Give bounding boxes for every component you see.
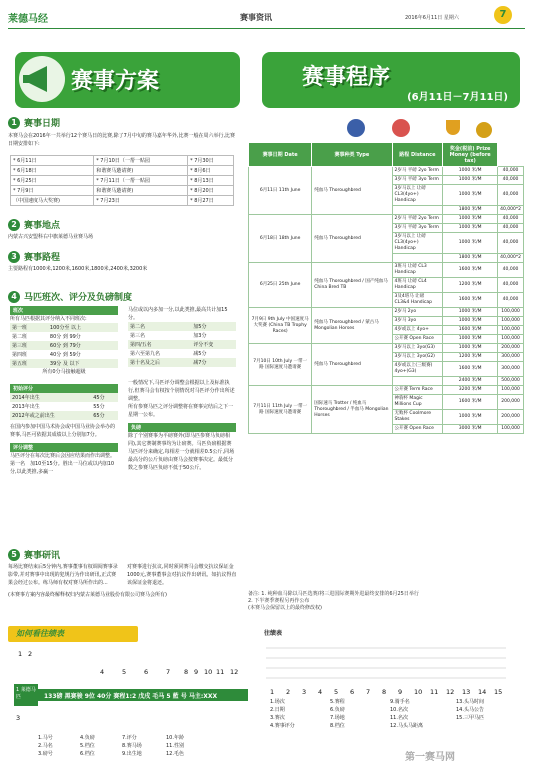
class-note: 所有马匹根据其评分纳入不同班次:: [10, 316, 87, 322]
class-header: 班次: [10, 306, 118, 315]
schedule-row: [249, 344, 524, 353]
adjust-table: [128, 322, 236, 367]
adjust-column: [128, 306, 236, 472]
program-banner: [15, 52, 240, 108]
race-name: 4岁或以上(三级赛) 4yo+(G3): [392, 362, 443, 377]
race-name: 无败杯 Coolmore Stakes: [392, 410, 443, 425]
form-number-bottom: 12: [446, 688, 455, 696]
race-distance: 1000 米/M: [443, 344, 498, 353]
schedule-date: 6月11日 11th June: [249, 167, 312, 215]
race-distance: 1600 米/M: [443, 395, 498, 410]
race-prize: 40,000: [498, 167, 524, 176]
form-number-top: 11: [216, 668, 225, 676]
watermark: 第一赛马网: [405, 752, 455, 763]
date-row: [11, 176, 234, 186]
date-cell: * 8月20日: [188, 186, 234, 196]
race-prize: 100,000: [498, 386, 524, 395]
class-cell: 第五班: [10, 359, 48, 368]
schedule-type: 国际速马 Trotter / 纯血马 Thoroughbred / 半血马 Mongolian Horses: [312, 386, 392, 434]
schedule-row: [249, 308, 524, 317]
date-cell: 和谐赛马邀请赛): [94, 166, 188, 176]
legend-item: 1.马号: [38, 735, 53, 741]
adjust-text-1: 一般情况下,马匹评分调整会根据以上及标准执行,但赛马会有权按个别情况对马匹评分作出所述调整。: [128, 380, 235, 402]
legend-col-2: [80, 734, 95, 758]
adjust-intro: 马位或以内多加一分,以此类推,最高共计加15分。: [128, 307, 228, 321]
legend-item: 14.头马公告: [456, 707, 484, 713]
class-cell: 100分至 以上: [48, 323, 118, 332]
race-distance: 3200 米/M: [443, 386, 498, 395]
legend-item: 12.马头马距离: [390, 723, 423, 729]
schedule-row: [249, 386, 524, 395]
schedule-type: 纯血马 Thoroughbred: [312, 215, 392, 263]
race-name: 3岁马 3yo: [392, 317, 443, 326]
form-number-top: 10: [204, 668, 213, 676]
form-number-bottom: 4: [318, 688, 323, 696]
adjust-row: [128, 340, 236, 349]
adjust-cell: 评分不变: [191, 340, 236, 349]
schedule-header-cell: 赛事日期 Date: [249, 143, 312, 167]
form-number-bottom: 6: [350, 688, 355, 696]
adjust-cell: 第十名及之后: [128, 358, 191, 367]
race-prize: 200,000: [498, 344, 524, 353]
legend-item: 3.磅号: [38, 751, 53, 757]
race-name: 3班马 让磅 CL3 Handicap: [392, 263, 443, 278]
legend-item: 6.负磅: [330, 707, 345, 713]
weight-header: 负磅: [128, 423, 236, 432]
race-prize: 40,000: [498, 215, 524, 224]
race-prize: 100,000: [498, 335, 524, 344]
race-prize: 40,000: [498, 278, 524, 293]
legend-col-4: [166, 734, 184, 758]
score-adjust-header: 评分调整: [10, 443, 118, 452]
race-distance: 1200 米/M: [443, 278, 498, 293]
init-cell: 55分: [93, 404, 105, 410]
race-distance: 3000 米/M: [443, 425, 498, 434]
race-distance: 1000 米/M: [443, 317, 498, 326]
program-title: 赛事方案: [71, 69, 160, 94]
form-number-top: 4: [100, 668, 105, 676]
schedule-row: [249, 215, 524, 224]
class-cell: 80分 到 99分: [49, 334, 81, 340]
section-3: [8, 250, 238, 273]
init-cell: 2012年或之前出生: [10, 411, 91, 420]
race-prize: 40,000: [498, 224, 524, 233]
legend-item: 7.评分: [122, 735, 137, 741]
form-number-bottom: 14: [478, 688, 487, 696]
form-number-bottom: 2: [286, 688, 291, 696]
legend-item: 4.赛事评分: [270, 723, 295, 729]
section-2: [8, 218, 238, 241]
date-cell: （中国速度马大奖赛): [11, 196, 94, 206]
horse-badge: 1 莱德马匹: [14, 684, 38, 706]
race-distance: 1200 米/M: [443, 353, 498, 362]
section-4-heading: [8, 290, 238, 303]
race-name: 公开赛 Open Race: [392, 425, 443, 434]
form-number-bottom: 8: [382, 688, 387, 696]
race-name: 2岁马 2yo: [392, 308, 443, 317]
race-distance: 1600 米/M: [443, 362, 498, 377]
race-distance: 1000 米/M: [443, 185, 498, 206]
date-cell: * 6月18日: [11, 166, 94, 176]
form-number-bottom: 5: [334, 688, 339, 696]
form-guide-title: 如何看往绩表: [8, 626, 138, 642]
form-info-bar: 133磅 黑赛骏 9位 40分 赛程1:2 戊戌 毛马 5 藍 号 马主:XXX: [38, 689, 248, 701]
race-name: 2岁马 平磅 2yo Term: [392, 167, 443, 176]
schedule-banner: [262, 52, 520, 108]
race-prize: 100,000: [498, 317, 524, 326]
section-3-number: 3: [8, 251, 20, 263]
race-name: [392, 206, 443, 215]
date-cell: * 8月27日: [188, 196, 234, 206]
section-3-title: 赛事路程: [24, 253, 61, 263]
legend-item: 2.日期: [270, 707, 285, 713]
race-schedule-table: [248, 142, 524, 434]
race-name: 4班马 让磅 CL4 Handicap: [392, 278, 443, 293]
race-name: 3及4班马 让磅 CL3&4 Handicap: [392, 293, 443, 308]
section-4-title: 马匹班次、评分及负磅制度: [24, 293, 133, 303]
section-1-title: 赛事日期: [24, 119, 61, 129]
section-2-title: 赛事地点: [24, 221, 61, 231]
race-prize: 200,000: [498, 395, 524, 410]
race-prize: 100,000: [498, 308, 524, 317]
form-number-top: 7: [166, 668, 171, 676]
schedule-notes: [248, 590, 524, 611]
adjust-cell: 第六至第九名: [130, 351, 161, 357]
note-3: (本赛马会保留以上的最终修改权): [248, 605, 322, 611]
race-prize: 300,000: [498, 353, 524, 362]
race-distance: 1000 米/M: [443, 308, 498, 317]
date-cell: * 6月11日: [11, 156, 94, 166]
legend-item: 11.性别: [166, 743, 184, 749]
init-row: [10, 411, 118, 420]
race-prize: 100,000: [498, 326, 524, 335]
class-cell: 第一班: [10, 323, 48, 332]
init-cell: 45分: [91, 393, 118, 402]
race-distance: 1000 米/M: [443, 167, 498, 176]
legend-item: 2.马名: [38, 743, 53, 749]
class-row: [10, 332, 118, 341]
adjust-row: [128, 322, 236, 331]
legend-item: 8.赛马场: [122, 743, 142, 749]
section-5-footnote: (本赛事方案内容最终解释权归内蒙古莱德马业股份有限公司赛马会所有): [8, 592, 167, 598]
adjust-text-2: 所有参赛马匹之评分调整将在赛事完结后之下一星期一公布。: [128, 404, 234, 418]
class-row: [10, 350, 118, 359]
schedule-row: [249, 167, 524, 176]
section-1-number: 1: [8, 117, 20, 129]
race-name: 3岁马 平磅 3yo Term: [392, 224, 443, 233]
section-title: 赛事资讯: [240, 13, 272, 22]
adjust-cell: 加3分: [193, 333, 207, 339]
adjust-cell: 减7分: [191, 358, 236, 367]
trophy-icon: [346, 116, 496, 144]
page-number: 7: [494, 6, 512, 24]
adjust-cell: 第四/五名: [128, 340, 191, 349]
schedule-date: 6月25日 25th June: [249, 263, 312, 308]
legend-item: 12.毛色: [166, 751, 184, 757]
race-name: 4岁或以上 4yo+: [392, 326, 443, 335]
race-distance: 1000 米/M: [443, 335, 498, 344]
date-cell: * 7月30日: [188, 156, 234, 166]
legend-item: 8.档位: [330, 723, 345, 729]
page-header: [0, 0, 533, 52]
score-adjust-text: 马匹评分在每次比赛后会因应结果而作出调整。: [10, 453, 116, 459]
date-cell: * 8月6日: [188, 166, 234, 176]
form-number-top: 6: [144, 668, 149, 676]
race-prize: 40,000: [498, 293, 524, 308]
adjust-row: [128, 331, 236, 340]
race-distance: 1600 米/M: [443, 326, 498, 335]
form-number-bottom: 10: [414, 688, 423, 696]
section-5-text: 每场比赛结束后5分钟内,赛事董事有权调阅赛事录影带,并对赛事中出现的犯规行为作出研讯,正式赛果会经过公布。练马师有权对赛马所作出的...: [8, 564, 118, 586]
legend-item: 5.赛程: [330, 699, 345, 705]
date-cell: * 7月23日: [94, 196, 188, 206]
race-name: 3岁马以上 让磅 CL3(4yo+) Handicap: [392, 233, 443, 254]
note-2: 2. 下半赛季赛程另再作公布: [248, 598, 310, 604]
race-name: [392, 254, 443, 263]
note-1: 备注: 1. 纯种血马除以马匹选赛/将三进国际赛期外进最终安排的6月25日举行: [248, 591, 419, 597]
legend-col-5: [270, 698, 295, 730]
adjust-cell: 第三名: [130, 333, 146, 339]
date-cell: * 7月11日（一帮一贴园: [94, 176, 188, 186]
class-cell: 40分 到 59分: [49, 352, 81, 358]
legend-item: 9.出生地: [122, 751, 142, 757]
race-prize: 300,000: [498, 362, 524, 377]
date-cell: * 7月10日（一帮一贴园: [94, 156, 188, 166]
legend-item: 9.骑手名: [390, 699, 410, 705]
legend-item: 15.三甲马匹: [456, 715, 484, 721]
class-row: [10, 359, 118, 368]
race-name: 3岁马以上 让磅 CL3(4yo+) Handicap: [392, 185, 443, 206]
adjust-cell: 减5分: [193, 351, 207, 357]
schedule-range: (6月11日－7月11日): [407, 92, 508, 103]
race-name: 3岁马以上 3yo(G3): [392, 344, 443, 353]
schedule-date: 7月11日 11th July 一带一路 国际速度马邀请赛: [249, 386, 312, 434]
schedule-title: 赛事程序: [302, 65, 391, 90]
race-prize: 500,000: [498, 377, 524, 386]
section-5-text-2: 对赛事进行抗议,同时须同赛马会缴交抗议保证金1000元,赛事董事会对抗议作出研讯。如抗议得直该保证金将退还。: [127, 564, 237, 586]
race-distance: 1000 米/M: [443, 224, 498, 233]
init-score-text: 在国内参加中国马术协会或中国马业协会举办的赛事,马匹可依据其成绩以上分别加7分。: [10, 424, 116, 438]
adjust-row: [128, 358, 236, 367]
date-row: [11, 166, 234, 176]
legend-col-3: [122, 734, 142, 758]
form-number-side: 1: [18, 650, 23, 658]
race-name: 2岁马 平磅 2yo Term: [392, 215, 443, 224]
legend-col-8: [456, 698, 484, 722]
init-cell: 2013年出生: [12, 404, 40, 410]
race-distance: 1000 米/M: [443, 410, 498, 425]
class-cell: 第四班: [12, 352, 28, 358]
legend-item: 5.档位: [80, 743, 95, 749]
form-number-bottom: 3: [302, 688, 307, 696]
legend-item: 10.名次: [390, 707, 408, 713]
race-name: 公开赛 Open Race: [392, 335, 443, 344]
race-name: 3岁马 平磅 3yo Term: [392, 176, 443, 185]
schedule-type: 纯血马 Thoroughbred / 蒙古马 Mongolian Horses: [312, 308, 392, 344]
race-prize: 40,000: [498, 185, 524, 206]
race-prize: 40,000*2: [498, 254, 524, 263]
form-number-side: 3: [16, 714, 21, 722]
schedule-date: 6月18日 18th June: [249, 215, 312, 263]
race-distance: 1000 米/M: [443, 215, 498, 224]
brand-name: 莱德马经: [8, 14, 48, 25]
date-cell: * 8月13日: [188, 176, 234, 186]
race-prize: 100,000: [498, 425, 524, 434]
date-row: [11, 156, 234, 166]
section-2-text: 内蒙古兴安盟科右中旗莱德马业赛马场: [8, 234, 94, 240]
form-number-bottom: 1: [270, 688, 275, 696]
date-cell: * 6月25日: [11, 176, 94, 186]
form-number-bottom: 13: [462, 688, 471, 696]
issue-date: 2016年6月11日 星期六: [405, 15, 459, 21]
section-5-number: 5: [8, 549, 20, 561]
form-number-bottom: 9: [398, 688, 403, 696]
adjust-cell: 第二名: [128, 322, 191, 331]
class-row: [10, 323, 118, 332]
legend-item: 10.年龄: [166, 735, 184, 741]
legend-item: 1.场次: [270, 699, 285, 705]
schedule-date: 7月9日 9th July 中国速度马大奖赛 (China TB Trophy Races): [249, 308, 312, 344]
section-1: [8, 116, 238, 148]
schedule-type: 纯血马 Thoroughbred / 国产纯血马 China Bred TB: [312, 263, 392, 308]
init-row: [10, 393, 118, 402]
race-name: 神驹杯 Magic Millions Cup: [392, 395, 443, 410]
adjust-row: [128, 349, 236, 358]
schedule-type: 纯血马 Thoroughbred: [312, 167, 392, 215]
form-record-table: [266, 640, 506, 680]
race-distance: 1600 米/M: [443, 263, 498, 278]
class-cell: 39分 及 以下: [48, 359, 118, 368]
form-number-top: 12: [230, 668, 239, 676]
race-prize: 40,000*2: [498, 206, 524, 215]
legend-item: 6.档位: [80, 751, 95, 757]
legend-item: 13.头马时间: [456, 699, 484, 705]
race-prize: 40,000: [498, 233, 524, 254]
section-4-number: 4: [8, 291, 20, 303]
mini-title: 往绩表: [264, 630, 283, 637]
race-name: [392, 377, 443, 386]
form-number-side: 2: [28, 650, 33, 658]
schedule-header-cell: 路程 Distance: [392, 143, 443, 167]
legend-col-6: [330, 698, 345, 730]
schedule-row: [249, 263, 524, 278]
race-distance: 1600 米/M: [443, 293, 498, 308]
megaphone-icon: [19, 56, 65, 102]
init-score-header: 初始评分: [10, 384, 118, 393]
race-distance: 1000 米/M: [443, 233, 498, 254]
race-distance: 1000 米/M: [443, 176, 498, 185]
race-prize: 40,000: [498, 176, 524, 185]
section-5: [8, 548, 238, 599]
init-cell: 2014年出生: [10, 393, 91, 402]
header-rule: [8, 28, 525, 29]
class-table: [10, 323, 118, 368]
race-prize: 200,000: [498, 410, 524, 425]
race-distance: 1800 米/M: [443, 254, 498, 263]
date-row: [11, 186, 234, 196]
class-cell: 60分 到 79分: [48, 341, 118, 350]
score-adjust-text-2: 第一名 加10至15分。胜出一马位或以内加10分,以此类推,多赢一: [10, 461, 115, 475]
legend-item: 3.赛次: [270, 715, 285, 721]
adjust-cell: 加5分: [191, 322, 236, 331]
class-foot: 所有0分马接触超级: [42, 369, 86, 375]
legend-col-7: [390, 698, 423, 730]
form-number-top: 5: [122, 668, 127, 676]
class-cell: 第三班: [10, 341, 48, 350]
form-number-bottom: 11: [430, 688, 439, 696]
legend-item: 4.负磅: [80, 735, 95, 741]
date-row: [11, 196, 234, 206]
class-row: [10, 341, 118, 350]
section-2-number: 2: [8, 219, 20, 231]
class-cell: 第二班: [12, 334, 28, 340]
init-row: [10, 402, 118, 411]
form-number-bottom: 7: [366, 688, 371, 696]
race-name: 3岁马以上 3yo(G2): [392, 353, 443, 362]
race-dates-table: [10, 155, 234, 206]
race-distance: 1800 米/M: [443, 206, 498, 215]
form-number-bottom: 15: [494, 688, 503, 696]
schedule-header-cell: 奖金(税前) Prize Money (before tax): [443, 143, 498, 167]
form-number-top: 9: [194, 668, 199, 676]
date-cell: 和谐赛马邀请赛): [94, 186, 188, 196]
section-5-title: 赛事研讯: [24, 551, 61, 561]
legend-item: 11.名次: [390, 715, 408, 721]
form-number-top: 8: [184, 668, 189, 676]
race-prize: 40,000: [498, 263, 524, 278]
init-cell: 65分: [91, 411, 118, 420]
schedule-date: 7月10日 10th July 一带一路 国际速度马邀请赛: [249, 344, 312, 386]
schedule-header-cell: 赛事种类 Type: [312, 143, 392, 167]
init-score-table: [10, 393, 118, 420]
race-distance: 2400 米/M: [443, 377, 498, 386]
legend-item: 7.场地: [330, 715, 345, 721]
section-3-text: 主要路程有1000米,1200米,1600米,1800米,2400米,3200米: [8, 266, 148, 272]
schedule-type: 纯血马 Thoroughbred: [312, 344, 392, 386]
legend-col-1: [38, 734, 53, 758]
class-column: [10, 306, 118, 476]
race-name: 公开赛 Term Race: [392, 386, 443, 395]
date-cell: * 7月9日: [11, 186, 94, 196]
weight-text: 除了个别赛事为平磅赛外(即马匹参赛马负磅相同),其它赛制赛事均为让磅赛。马匹负磅根据赛马匹评分来确定,每相差一分就相差0.5公斤,同场最高分的公斤负磅由赛马会按赛事决定。最低分数之参赛马匹负磅不低于50公斤。: [128, 433, 235, 471]
section-1-text: 本赛马会在2016年一共举行12个赛马日的比赛,除了7月中旬的赛马嘉年华外,比赛一般在周六举行,比赛日期安排如下:: [8, 133, 236, 147]
